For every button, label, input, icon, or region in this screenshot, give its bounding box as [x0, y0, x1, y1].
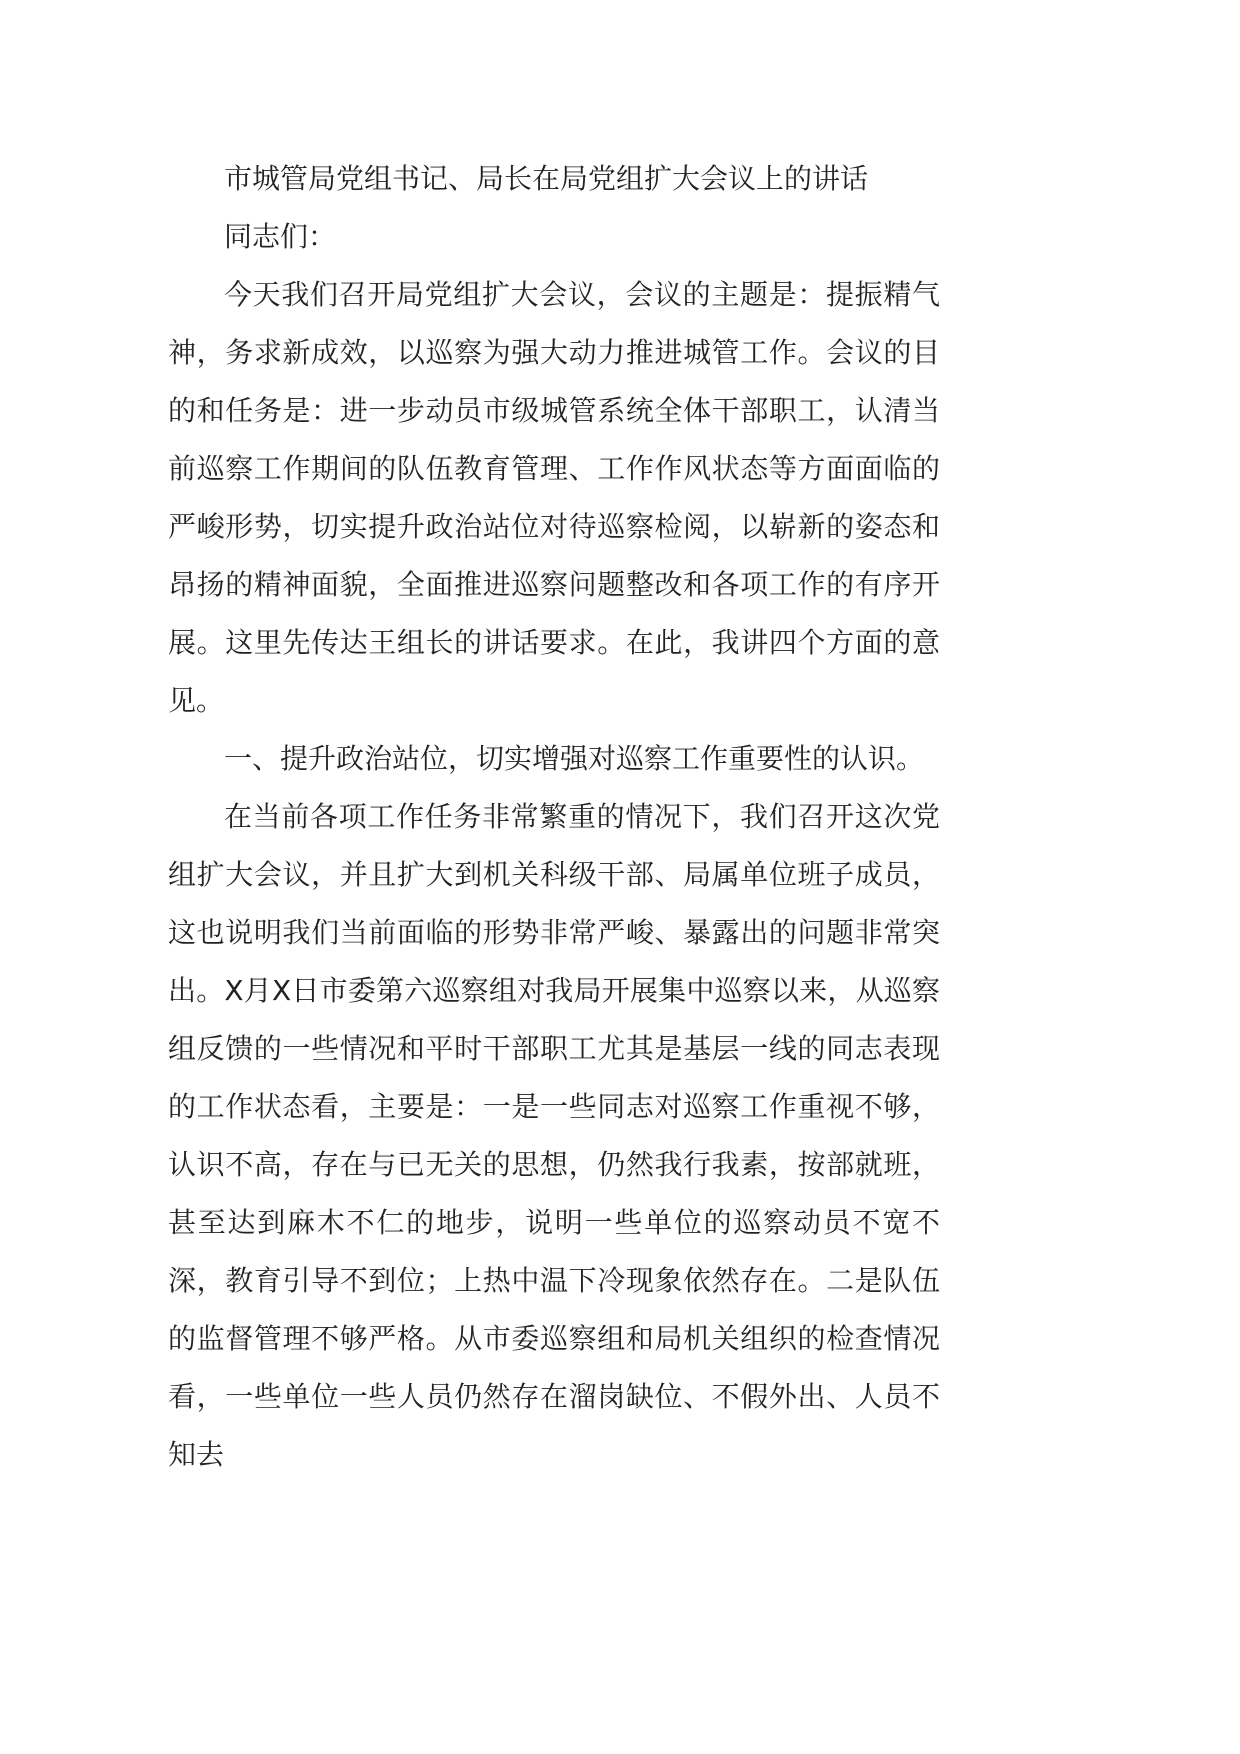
paragraph-section-1: 在当前各项工作任务非常繁重的情况下，我们召开这次党组扩大会议，并且扩大到机关科级干部、局属单位班子成员，这也说明我们当前面临的形势非常严峻、暴露出的问题非常突出。X月X日市委第六巡察组对我局开展集中巡察以来，从巡察组反馈的一些情况和平时干部职工尤其是基层一线的同志表现的工作状态看，主要是：一是一些同志对巡察工作重视不够，认识不高，存在与已无关的思想，仍然我行我素，按部就班，甚至达到麻木不仁的地步，说明一些单位的巡察动员不宽不深，教育引导不到位；上热中温下冷现象依然存在。二是队伍的监督管理不够严格。从市委巡察组和局机关组织的检查情况看，一些单位一些人员仍然存在溜岗缺位、不假外出、人员不知去	[168, 800, 940, 1471]
section-heading-1: 一、提升政治站位，切实增强对巡察工作重要性的认识。	[224, 742, 925, 775]
document-body	[168, 150, 940, 1484]
document-title: 市城管局党组书记、局长在局党组扩大会议上的讲话	[224, 162, 869, 195]
paragraph-intro: 今天我们召开局党组扩大会议，会议的主题是：提振精气神，务求新成效，以巡察为强大动力推进城管工作。会议的目的和任务是：进一步动员市级城管系统全体干部职工，认清当前巡察工作期间的队伍教育管理、工作作风状态等方面面临的严峻形势，切实提升政治站位对待巡察检阅，以崭新的姿态和昂扬的精神面貌，全面推进巡察问题整改和各项工作的有序开展。这里先传达王组长的讲话要求。在此，我讲四个方面的意见。	[168, 278, 940, 717]
salutation: 同志们：	[224, 220, 337, 253]
